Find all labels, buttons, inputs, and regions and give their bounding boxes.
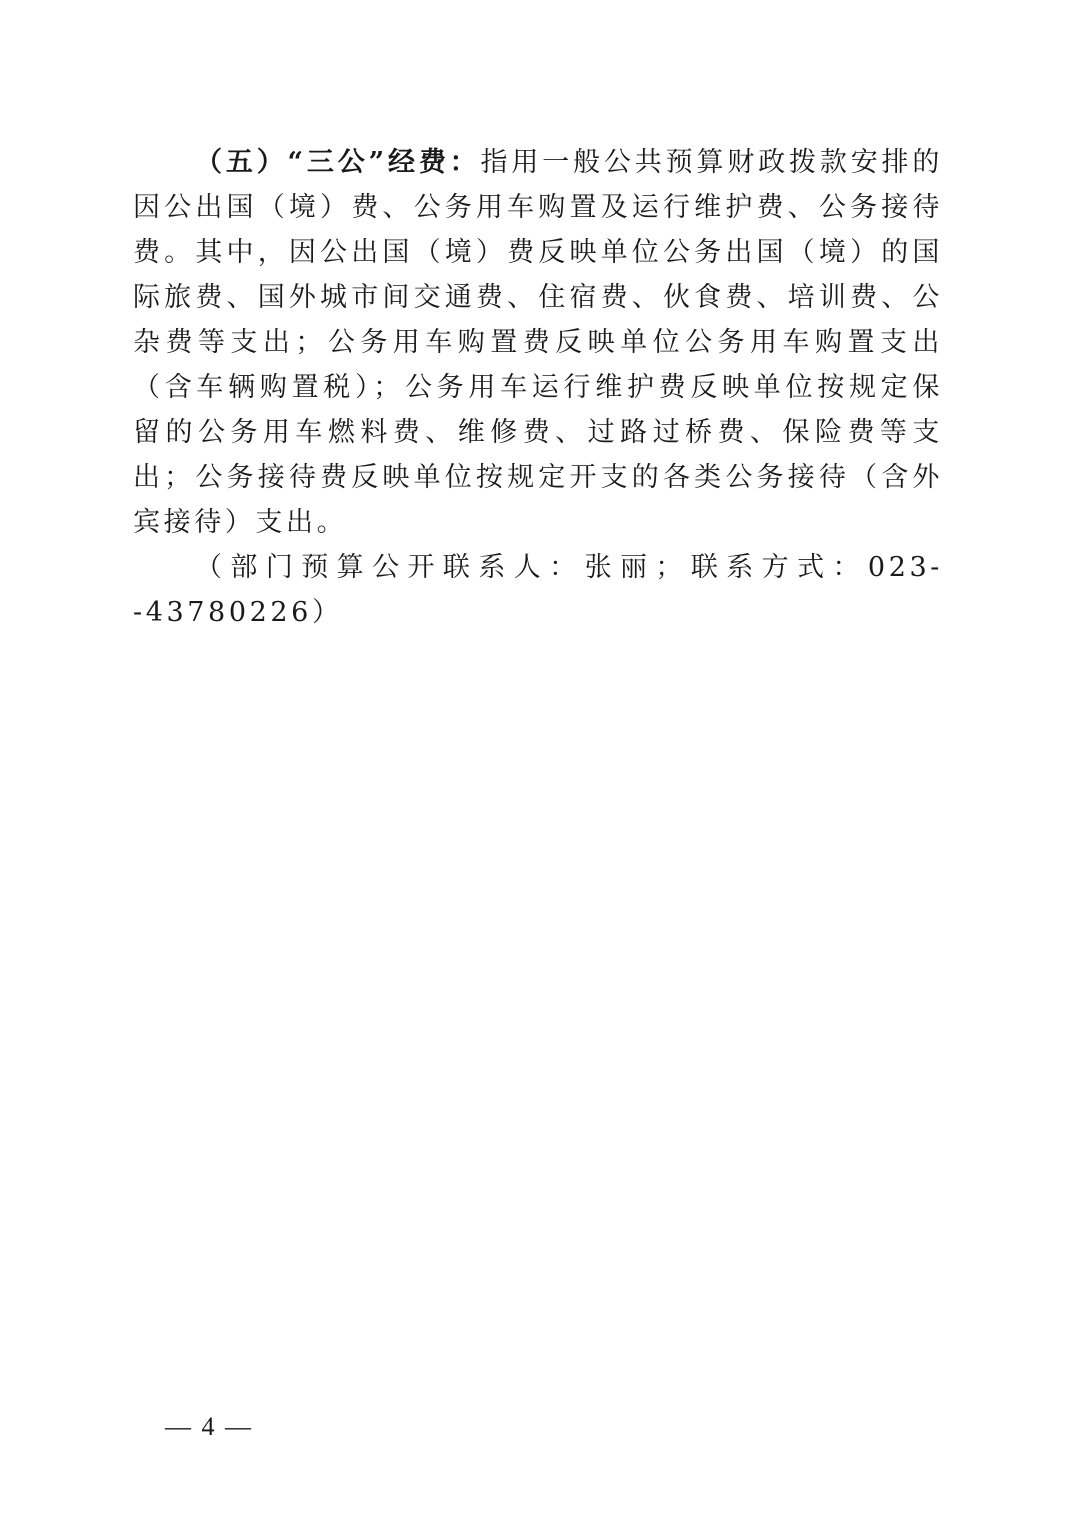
page-number: — 4 —	[165, 1412, 253, 1441]
body-text	[133, 140, 943, 635]
contact-paragraph: （部门预算公开联系人：张丽；联系方式：023--43780226）	[133, 552, 943, 628]
section-body: 指用一般公共预算财政拨款安排的因公出国（境）费、公务用车购置及运行维护费、公务接待费。其中，因公出国（境）费反映单位公务出国（境）的国际旅费、国外城市间交通费、住宿费、伙食费、培训费、公杂费等支出；公务用车购置费反映单位公务用车购置支出（含车辆购置税）；公务用车运行维护费反映单位按规定保留的公务用车燃料费、维修费、过路过桥费、保险费等支出；公务接待费反映单位按规定开支的各类公务接待（含外宾接待）支出。	[133, 147, 944, 538]
section-heading: （五）“三公”经费：	[195, 147, 481, 178]
paragraph-three-public-expenses	[133, 140, 943, 545]
